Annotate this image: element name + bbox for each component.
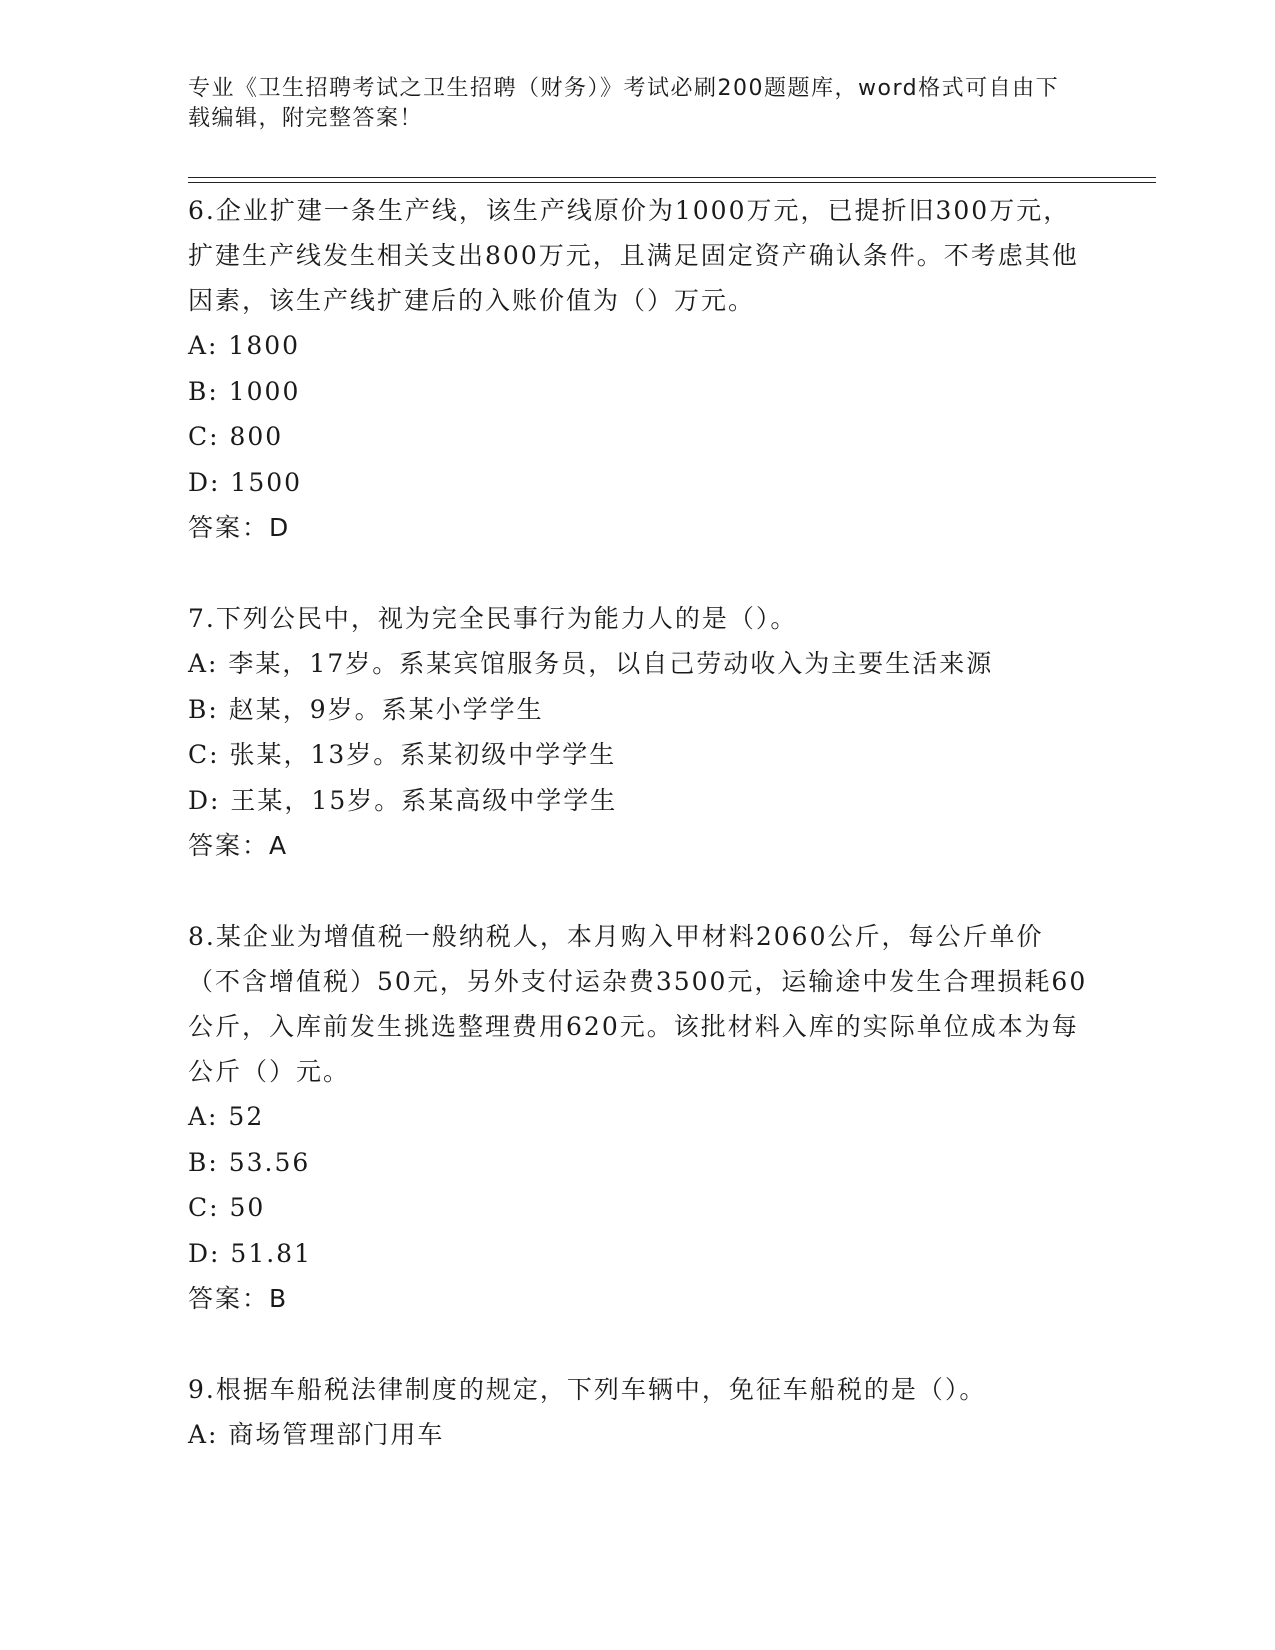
option-d: D: 王某，15岁。系某高级中学学生 bbox=[188, 785, 618, 815]
option-b: B: 1000 bbox=[188, 376, 301, 406]
option-d: D: 1500 bbox=[188, 467, 303, 497]
question-stem: 9.根据车船税法律制度的规定，下列车辆中，免征车船税的是（）。 bbox=[188, 1375, 987, 1404]
option-b: B: 赵某，9岁。系某小学学生 bbox=[188, 694, 544, 724]
option-a: A: 52 bbox=[188, 1102, 265, 1131]
option-d: D: 51.81 bbox=[188, 1238, 312, 1268]
header-rule-top bbox=[188, 177, 1156, 178]
answer: 答案：A bbox=[188, 831, 289, 860]
option-a: A: 1800 bbox=[188, 331, 301, 360]
question-6 bbox=[188, 188, 1088, 550]
document-header bbox=[188, 74, 1068, 134]
option-c: C: 800 bbox=[188, 422, 284, 451]
question-7 bbox=[188, 596, 1088, 868]
header-text: 专业《卫生招聘考试之卫生招聘（财务）》考试必刷200题题库，word格式可自由下载编辑，附完整答案！ bbox=[188, 76, 1060, 131]
question-stem: 6.企业扩建一条生产线，该生产线原价为1000万元，已提折旧300万元，扩建生产线发生相关支出800万元，且满足固定资产确认条件。不考虑其他因素，该生产线扩建后的入账价值为（）万元。 bbox=[188, 196, 1079, 315]
header-rule-bottom bbox=[188, 182, 1156, 183]
question-stem: 8.某企业为增值税一般纳税人，本月购入甲材料2060公斤，每公斤单价（不含增值税）50元，另外支付运杂费3500元，运输途中发生合理损耗60公斤，入库前发生挑选整理费用620元。该批材料入库的实际单位成本为每公斤（）元。 bbox=[188, 922, 1088, 1086]
question-stem: 7.下列公民中，视为完全民事行为能力人的是（）。 bbox=[188, 604, 798, 633]
answer: 答案：D bbox=[188, 513, 291, 542]
spacer bbox=[188, 1321, 1088, 1367]
option-c: C: 张某，13岁。系某初级中学学生 bbox=[188, 740, 617, 769]
spacer bbox=[188, 550, 1088, 596]
question-list bbox=[188, 188, 1088, 1458]
question-9 bbox=[188, 1367, 1088, 1458]
option-b: B: 53.56 bbox=[188, 1147, 311, 1177]
option-c: C: 50 bbox=[188, 1193, 266, 1222]
spacer bbox=[188, 868, 1088, 914]
option-a: A: 李某，17岁。系某宾馆服务员，以自己劳动收入为主要生活来源 bbox=[188, 649, 994, 678]
option-a: A: 商场管理部门用车 bbox=[188, 1420, 445, 1449]
answer: 答案：B bbox=[188, 1284, 289, 1313]
question-8 bbox=[188, 914, 1088, 1321]
